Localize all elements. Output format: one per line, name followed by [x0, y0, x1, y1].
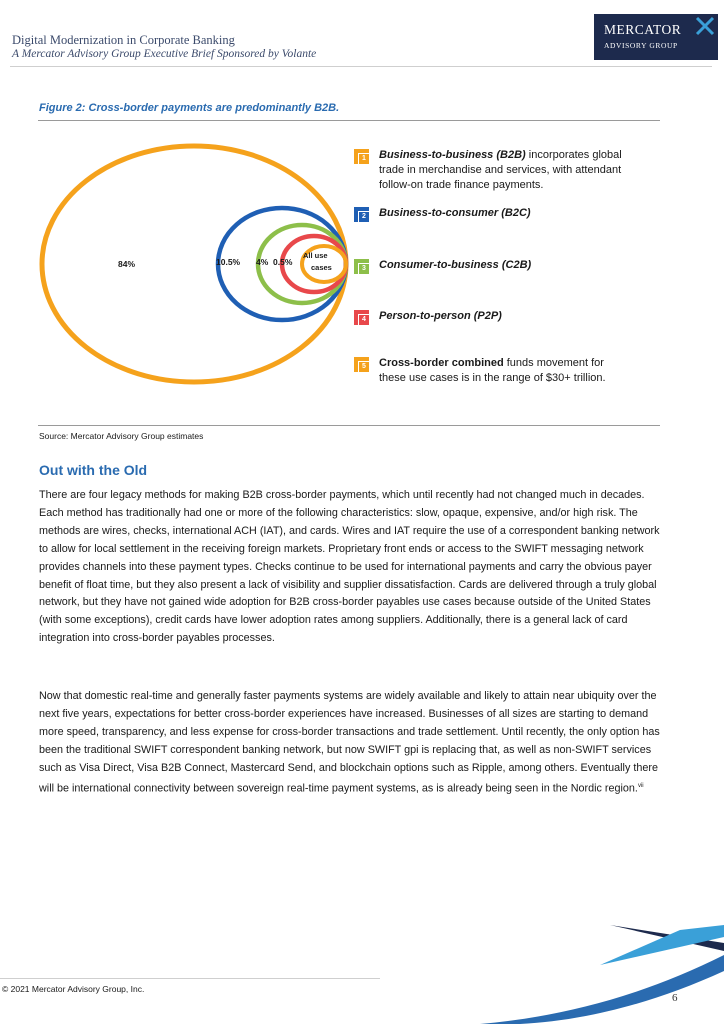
numbered-bracket-icon: 5	[354, 357, 369, 372]
legend-combined-title: Cross-border combined	[379, 357, 504, 369]
document-subtitle: A Mercator Advisory Group Executive Brief Sponsored by Volante	[12, 48, 317, 60]
header-divider	[10, 66, 712, 67]
label-b2c-share: 10.5%	[216, 257, 241, 267]
numbered-bracket-icon: 4	[354, 310, 369, 325]
label-p2p-share: 0.5%	[273, 257, 293, 267]
label-b2b-share: 84%	[118, 259, 136, 269]
figure-bottom-divider	[38, 425, 660, 426]
legend-b2b-description: incorporates global trade in merchandise and services, with attendant follow-on trade finance payments.	[379, 149, 622, 191]
legend-p2p-title: Person-to-person (P2P)	[379, 310, 502, 322]
legend-item-b2b	[354, 148, 629, 193]
copyright-notice: © 2021 Mercator Advisory Group, Inc.	[2, 984, 145, 994]
figure-top-divider	[38, 120, 660, 121]
section-heading: Out with the Old	[39, 462, 148, 478]
legend-item-b2c	[354, 206, 531, 222]
decorative-swoosh	[480, 925, 724, 1024]
mercator-logo	[594, 14, 718, 60]
footer-divider	[0, 978, 380, 979]
nested-ellipse-diagram	[30, 140, 360, 420]
legend-b2b-title: Business-to-business (B2B)	[379, 149, 526, 161]
label-c2b-share: 4%	[256, 257, 269, 267]
footnote-ref: vii	[637, 782, 644, 789]
legend-c2b-title: Consumer-to-business (C2B)	[379, 259, 532, 271]
numbered-bracket-icon: 1	[354, 149, 369, 164]
paragraph-legacy-methods: There are four legacy methods for making B2B cross-border payments, which until recently had not changed much in decades. Each method has traditionally had one or more of the following characteristics: slow, opaque, expensive, and/or high risk. The methods are wires, checks, international ACH (IAT), and cards. Wires and IAT require the use of a correspondent banking network to allow for local settlement in the receiving foreign markets. Proprietary front ends or access to the SWIFT messaging network provides channels into these payment types. Checks continue to be used for international payments and carry the obvious payer benefit of float time, but they also present a lack of visibility and supplier dissatisfaction. Cards are delivered through a truly global network, but they have not gained wide adoption for B2B cross-border payables use cases because outside of the United States (with some exceptions), credit cards have lower adoption rates among suppliers. Additionally, there is a general lack of card integration into cross-border payables processes.	[39, 489, 660, 645]
legend-b2c-title: Business-to-consumer (B2C)	[379, 207, 531, 219]
legend-item-c2b	[354, 258, 531, 274]
numbered-bracket-icon: 2	[354, 207, 369, 222]
legend-item-combined	[354, 356, 629, 386]
label-all-use-cases-line1: All use	[303, 251, 328, 260]
page-number: 6	[672, 992, 678, 1004]
legend-combined-description: funds movement for these use cases is in the range of $30+ trillion.	[379, 357, 606, 384]
logo-subtitle: ADVISORY GROUP	[604, 41, 678, 50]
logo-name: MERCATOR	[604, 22, 682, 37]
label-all-use-cases-line2: cases	[311, 263, 332, 272]
logo-x-mark-icon	[695, 16, 715, 36]
numbered-bracket-icon: 3	[354, 259, 369, 274]
figure-caption: Figure 2: Cross-border payments are predominantly B2B.	[39, 102, 340, 114]
paragraph-real-time-payments: Now that domestic real-time and generally faster payments systems are widely available and likely to attain near ubiquity over the next five years, expectations for better cross-border experiences have increased. Businesses of all sizes are starting to demand more speed, transparency, and less expense for cross-border transactions and trade settlement. Until recently, the only option has been the traditional SWIFT correspondent banking network, but now SWIFT gpi is replacing that, as well as non-SWIFT services such as Visa Direct, Visa B2B Connect, Mastercard Send, and blockchain options such as Ripple, among others. Eventually there will be international connectivity between sovereign real-time payment systems, as is already being seen in the Nordic region.$^{vii}$	[39, 690, 660, 795]
figure-source: Source: Mercator Advisory Group estimates	[39, 431, 204, 441]
legend-item-p2p	[354, 309, 502, 325]
document-title: Digital Modernization in Corporate Banking	[12, 33, 235, 47]
